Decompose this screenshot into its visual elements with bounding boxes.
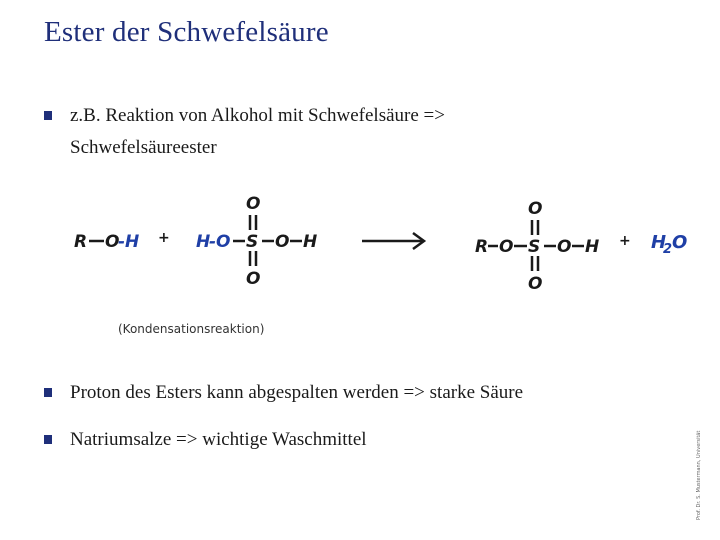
slide-title: Ester der Schwefelsäure <box>44 16 329 48</box>
product-s: S <box>528 237 541 257</box>
bullet-text: Natriumsalze => wichtige Waschmittel <box>70 429 367 450</box>
water-h: H <box>651 232 667 253</box>
water-o: O <box>672 232 688 253</box>
acid-s: S <box>246 232 259 252</box>
vertical-credit-text: Prof. Dr. S. Mustermann, Universität <box>696 430 702 520</box>
product-o-bottom: O <box>528 274 543 294</box>
product-h: H <box>585 237 600 257</box>
reaction-equation <box>0 190 720 300</box>
acid-h-right: H <box>303 232 318 252</box>
acid-o-left: -O <box>209 232 231 252</box>
alcohol-molecule <box>74 232 139 252</box>
alcohol-r: R <box>74 232 88 252</box>
bullet-sodium-salts <box>44 424 684 456</box>
product-o-right: O <box>557 237 572 257</box>
sulfuric-ester-molecule <box>475 199 599 294</box>
product-o-top: O <box>528 199 543 219</box>
water-molecule <box>651 232 687 257</box>
acid-o-right: O <box>275 232 290 252</box>
bullet-square-icon <box>44 435 52 444</box>
plus-sign-2: + <box>619 233 631 249</box>
reaction-arrow <box>362 233 424 249</box>
product-o-left: O <box>499 237 514 257</box>
acid-o-top: O <box>246 194 261 214</box>
alcohol-o: O <box>105 232 120 252</box>
reaction-caption: (Kondensationsreaktion) <box>118 322 265 336</box>
water-subscript: 2 <box>663 242 673 257</box>
bullet-square-icon <box>44 388 52 397</box>
bullet-proton <box>44 377 684 409</box>
product-r: R <box>475 237 489 257</box>
bullet-square-icon <box>44 111 52 120</box>
alcohol-h: -H <box>118 232 140 252</box>
acid-o-bottom: O <box>246 269 261 289</box>
acid-h-left: H <box>196 232 211 252</box>
sulfuric-acid-molecule <box>196 194 317 289</box>
bullet-reaction <box>44 100 564 164</box>
plus-sign-1: + <box>158 230 170 246</box>
bullet-text: Proton des Esters kann abgespalten werden => starke Säure <box>70 382 524 403</box>
bullet-text: z.B. Reaktion von Alkohol mit Schwefelsäure => Schwefelsäureester <box>70 105 445 158</box>
